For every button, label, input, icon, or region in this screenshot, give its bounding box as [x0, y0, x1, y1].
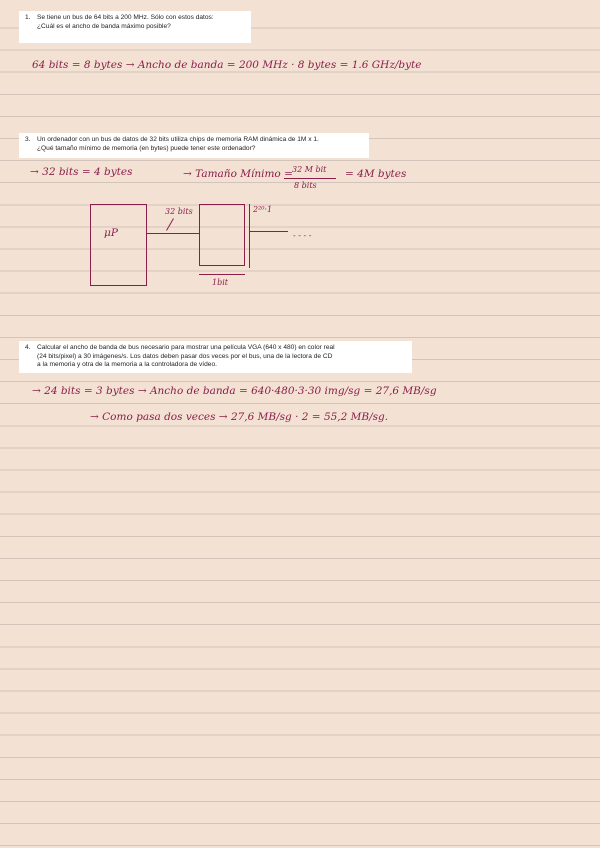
- memory-depth-arrow: [249, 204, 250, 268]
- memory-output-line: [250, 231, 288, 232]
- question-3-line-2: ¿Qué tamaño mínimo de memoria (en bytes) puede tener este ordenador?: [37, 144, 256, 152]
- fraction-line: [284, 178, 336, 179]
- answer-4-line-1: → 24 bits = 3 bytes → Ancho de banda = 640·480·3·30 img/sg = 27,6 MB/sg: [32, 385, 437, 397]
- fraction-numerator: 32 M bit: [292, 165, 327, 174]
- cpu-label: μP: [104, 227, 118, 239]
- question-3-number: 3.: [25, 136, 31, 143]
- question-4-line-3: a la memoria y otra de la memoria a la controladora de vídeo.: [37, 361, 217, 369]
- memory-width-arrow: [199, 274, 245, 275]
- question-1-number: 1.: [25, 14, 31, 21]
- question-4-number: 4.: [25, 344, 31, 351]
- memory-size-label: 2²⁰·1: [253, 205, 273, 214]
- answer-4-line-2: → Como pasa dos veces → 27,6 MB/sg · 2 = 55,2 MB/sg.: [90, 411, 389, 423]
- question-1-box: [19, 11, 251, 43]
- answer-1: 64 bits = 8 bytes → Ancho de banda = 200 MHz · 8 bytes = 1.6 GHz/byte: [32, 59, 422, 71]
- memory-chip-box: [199, 204, 245, 266]
- question-4-box: [19, 341, 412, 373]
- answer-3-label: → Tamaño Mínimo =: [183, 168, 293, 180]
- continuation-dots: - - - -: [293, 231, 312, 240]
- question-4-line-1: Calcular el ancho de banda de bus necesario para mostrar una película VGA (640 x 480) en color real: [37, 344, 335, 351]
- bus-slash: [166, 218, 174, 231]
- answer-3-result: = 4M bytes: [345, 168, 407, 180]
- answer-3-bytes: → 32 bits = 4 bytes: [30, 166, 133, 178]
- cpu-box: [90, 204, 147, 286]
- question-3-line-1: Un ordenador con un bus de datos de 32 bits utiliza chips de memoria RAM dinámica de 1M x 1.: [37, 136, 319, 143]
- memory-width-label: 1bit: [212, 278, 228, 287]
- question-1-line-2: ¿Cuál es el ancho de banda máximo posible?: [37, 22, 171, 30]
- question-1-line-1: Se tiene un bus de 64 bits a 200 MHz. Sólo con estos datos:: [37, 14, 214, 21]
- fraction-denominator: 8 bits: [294, 181, 317, 190]
- question-3-box: [19, 133, 369, 158]
- question-4-line-2: (24 bits/pixel) a 30 imágenes/s. Los datos deben pasar dos veces por el bus, una de la lectora de CD: [37, 352, 333, 360]
- data-bus-line: [147, 233, 199, 234]
- bus-width-label: 32 bits: [165, 207, 193, 216]
